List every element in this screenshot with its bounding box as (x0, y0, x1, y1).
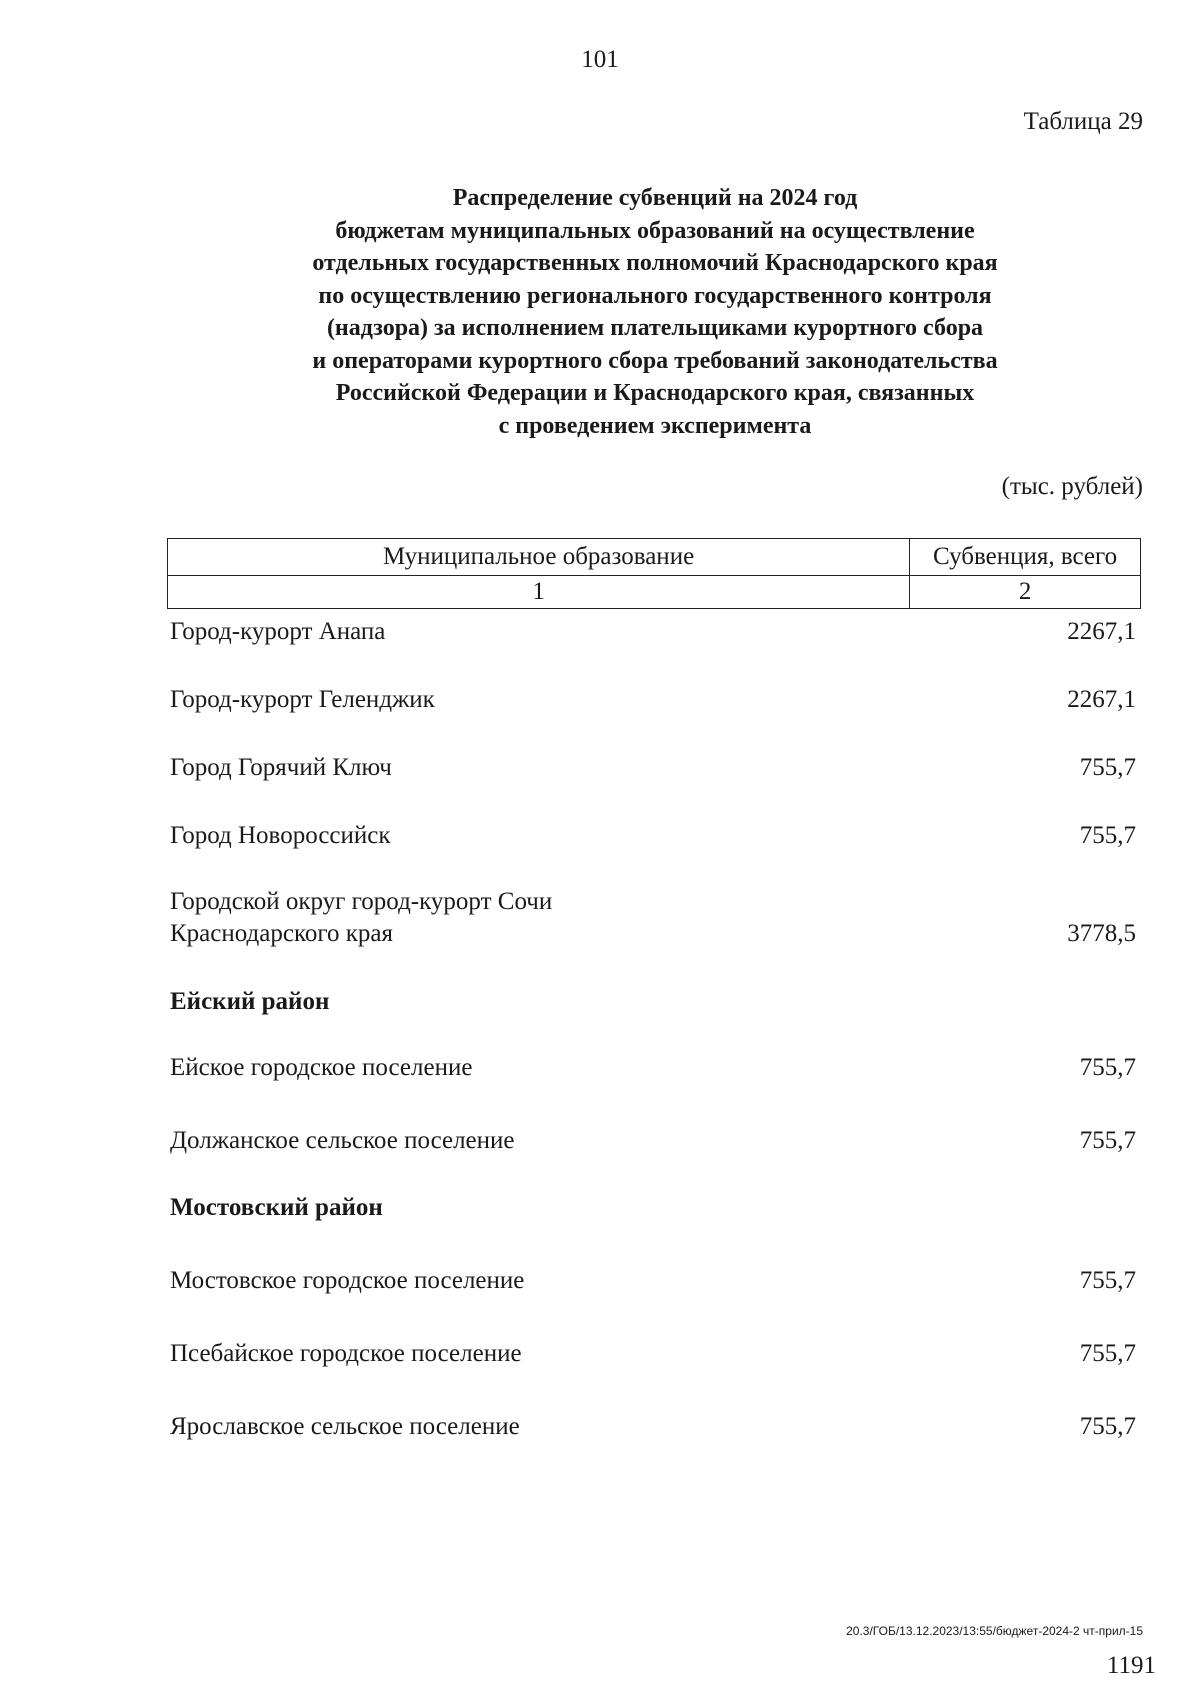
row-name: Город-курорт Анапа (170, 618, 386, 645)
row-value: 2267,1 (1067, 618, 1136, 645)
table-row (170, 1411, 1136, 1443)
table-row (170, 1052, 1136, 1084)
group-name: Ейский район (170, 988, 330, 1015)
header-municipality: Муниципальное образование (168, 539, 910, 576)
table-row (170, 616, 1136, 648)
row-value: 755,7 (1079, 1054, 1136, 1081)
group-heading (170, 1192, 1136, 1224)
document-title (0, 182, 1200, 442)
row-name: Городской округ город-курорт Сочи (170, 888, 553, 915)
row-name: Псебайское городское поселение (170, 1340, 522, 1367)
table-row (170, 752, 1136, 784)
table-row (170, 886, 1136, 950)
group-heading (170, 986, 1136, 1018)
table-row (170, 1338, 1136, 1370)
page-number: 101 (581, 46, 619, 73)
row-value: 755,7 (1079, 1127, 1136, 1154)
row-name: Город Новороссийск (170, 822, 391, 849)
title-line: по осуществлению регионального государственного контроля (318, 282, 992, 309)
row-value: 755,7 (1079, 754, 1136, 781)
title-line: бюджетам муниципальных образований на осуществление (335, 217, 975, 244)
title-line: и операторами курортного сбора требований законодательства (312, 347, 998, 374)
title-line: отдельных государственных полномочий Краснодарского края (312, 250, 998, 276)
row-value: 3778,5 (1067, 920, 1136, 947)
row-name: Мостовское городское поселение (170, 1267, 525, 1294)
row-name: Ярославское сельское поселение (170, 1413, 520, 1440)
group-name: Мостовский район (170, 1194, 383, 1221)
row-value: 755,7 (1079, 822, 1136, 849)
title-line: (надзора) за исполнением плательщиками курортного сбора (326, 315, 984, 341)
row-name: Ейское городское поселение (170, 1054, 473, 1081)
column-number-2: 2 (910, 576, 1141, 609)
row-value: 755,7 (1079, 1267, 1136, 1294)
table-row (170, 684, 1136, 716)
table-row (170, 820, 1136, 852)
units-label: (тыс. рублей) (1001, 473, 1143, 500)
row-value: 755,7 (1079, 1413, 1136, 1440)
row-name: Город Горячий Ключ (170, 754, 392, 781)
row-name: Город-курорт Геленджик (170, 686, 435, 713)
table-row (170, 1125, 1136, 1157)
table-row (170, 1265, 1136, 1297)
sheet-number: 1191 (1106, 1652, 1156, 1679)
header-subvention: Субвенция, всего (910, 539, 1141, 576)
row-name-continued: Краснодарского края (170, 920, 393, 947)
row-value: 2267,1 (1067, 686, 1136, 713)
header-row (168, 539, 1141, 576)
row-value: 755,7 (1079, 1340, 1136, 1367)
title-line: Российской Федерации и Краснодарского края, связанных (335, 380, 975, 406)
table-header (167, 538, 1141, 609)
column-number-1: 1 (168, 576, 910, 609)
title-line: с проведением эксперимента (498, 412, 812, 439)
row-name: Должанское сельское поселение (170, 1127, 515, 1154)
title-line: Распределение субвенций на 2024 год (452, 185, 858, 211)
document-code: 20.3/ГОБ/13.12.2023/13:55/бюджет-2024-2 чт-прил-15 (846, 1624, 1143, 1638)
column-number-row (168, 576, 1141, 609)
table-label: Таблица 29 (1023, 108, 1143, 135)
